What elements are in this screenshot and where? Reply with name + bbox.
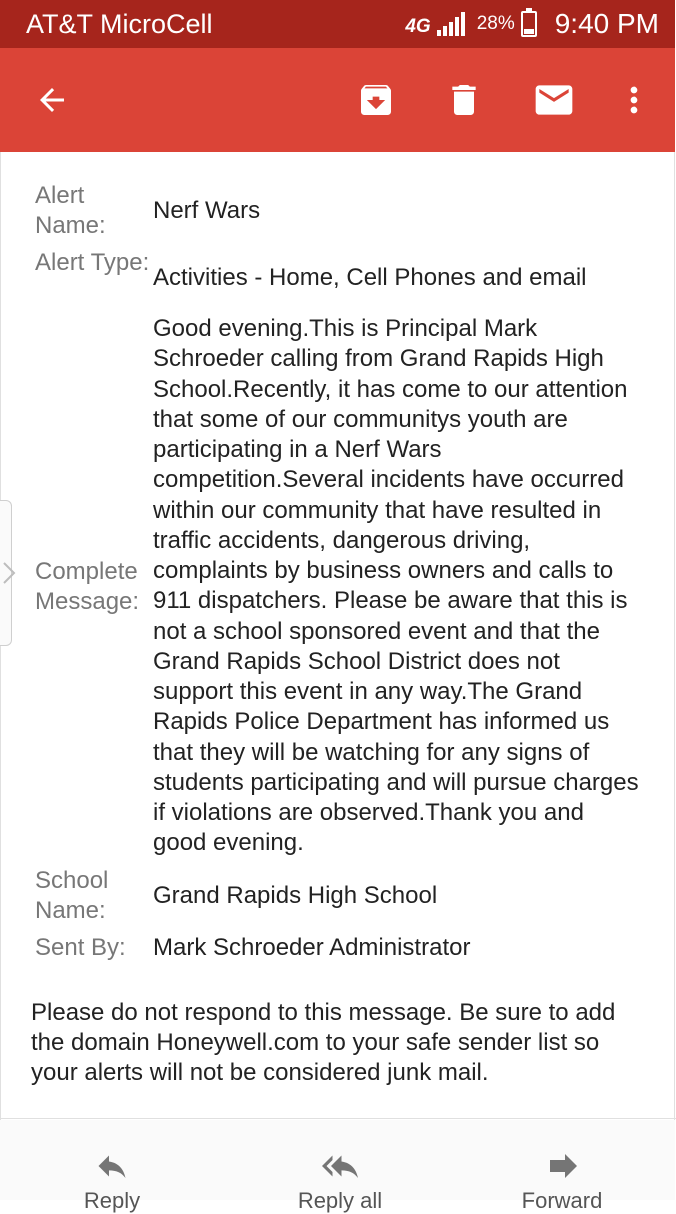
- more-options-button[interactable]: [610, 76, 658, 124]
- reply-icon: [92, 1148, 132, 1184]
- side-panel-handle[interactable]: [0, 500, 12, 646]
- battery-icon: [521, 11, 537, 37]
- back-button[interactable]: [28, 76, 76, 124]
- sent-by-value: Mark Schroeder Administrator: [153, 934, 471, 961]
- reply-label[interactable]: Reply: [83, 1188, 141, 1213]
- message-actions: [0, 1120, 675, 1213]
- archive-icon: [356, 80, 396, 120]
- forward-icon: [542, 1148, 582, 1184]
- archive-button[interactable]: [352, 76, 400, 124]
- forward-button[interactable]: [542, 1148, 582, 1184]
- more-vert-icon: [614, 80, 654, 120]
- app-toolbar: [0, 48, 675, 152]
- delete-button[interactable]: [440, 76, 488, 124]
- mark-unread-button[interactable]: [530, 76, 578, 124]
- status-bar: [0, 0, 675, 48]
- mail-icon: [532, 78, 576, 122]
- reply-all-label[interactable]: Reply all: [297, 1188, 383, 1213]
- school-name-label: School Name:: [35, 867, 109, 924]
- sent-by-label: Sent By:: [35, 934, 126, 961]
- alert-name-label: Alert Name:: [35, 182, 106, 239]
- forward-label[interactable]: Forward: [521, 1188, 603, 1213]
- arrow-left-icon: [34, 82, 70, 118]
- reply-all-icon: [316, 1148, 364, 1184]
- alert-type-label: Alert Type:: [35, 249, 150, 276]
- carrier-name: AT&T MicroCell: [26, 9, 213, 39]
- school-name-value: Grand Rapids High School: [153, 882, 438, 909]
- complete-message-label: Complete Message:: [35, 558, 140, 615]
- chevron-right-icon: [2, 561, 16, 585]
- alert-name-value: Nerf Wars: [153, 197, 261, 224]
- reply-all-button[interactable]: [316, 1148, 364, 1184]
- reply-button[interactable]: [92, 1148, 132, 1184]
- network-type: 4G: [405, 16, 431, 37]
- clock-time: 9:40 PM: [554, 8, 659, 39]
- trash-icon: [444, 80, 484, 120]
- status-indicators: [405, 8, 659, 40]
- disclaimer-text: Please do not respond to this message. Be sure to add the domain Honeywell.com to your safe sender list so your alerts will not be considered junk mail.: [31, 999, 616, 1086]
- alert-type-value: Activities - Home, Cell Phones and email: [153, 264, 587, 291]
- complete-message-value: Good evening.This is Principal Mark Schroeder calling from Grand Rapids High School.Recently, it has come to our attention that some of our communitys youth are participating in a Nerf Wars competition.Several incidents have occurred within our community that have resulted in traffic accidents, dangerous driving, complaints by business owners and calls to 911 dispatchers. Please be aware that this is not a school sponsored event and that the Grand Rapids School District does not support this event in any way.The Grand Rapids Police Department has informed us that they will be watching for any signs of students participating and will pursue charges if violations are observed.Thank you and good evening.: [153, 315, 639, 857]
- divider: [1, 1118, 676, 1119]
- battery-percent: 28%: [476, 13, 515, 34]
- message-body: [0, 152, 675, 1120]
- signal-icon: [437, 12, 467, 36]
